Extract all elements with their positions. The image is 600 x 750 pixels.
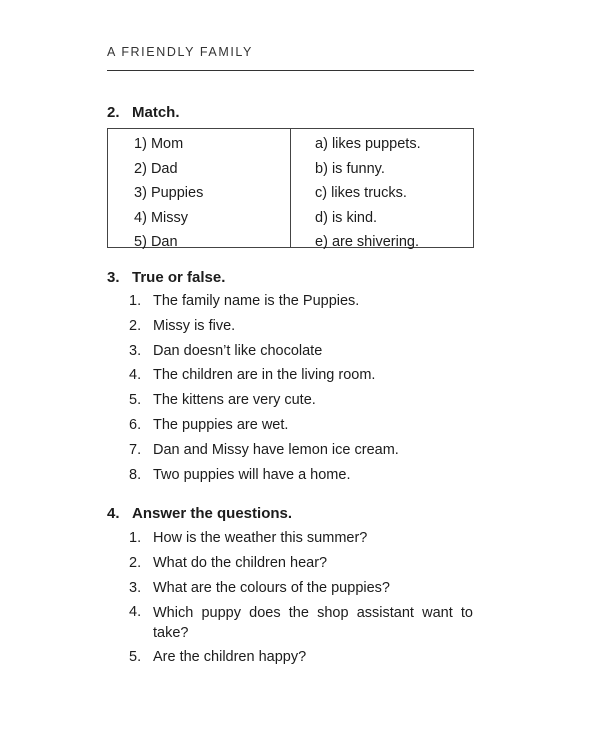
match-left-item <box>134 181 203 206</box>
item-text: likes trucks. <box>331 185 407 201</box>
item-number: 5. <box>129 649 142 666</box>
item-text: Which puppy does the shop assistant want to take? <box>153 605 473 642</box>
item-number: 6. <box>129 416 142 433</box>
exercise-4-heading <box>107 505 292 522</box>
item-number: 4. <box>129 604 142 621</box>
match-left-item <box>134 157 203 182</box>
match-right-item <box>315 157 421 182</box>
list-item <box>129 317 399 342</box>
item-number: 1) <box>134 136 147 152</box>
item-text: are shivering. <box>331 234 419 250</box>
item-text: The children are in the living room. <box>153 367 376 384</box>
match-left-item <box>134 206 203 231</box>
match-left-item <box>134 230 203 255</box>
item-text: Dad <box>150 160 178 177</box>
item-text: What are the colours of the puppies? <box>153 579 390 596</box>
exercise-2-heading <box>107 104 180 121</box>
item-number: 7. <box>129 441 142 458</box>
match-table <box>107 128 474 248</box>
item-text: The puppies are wet. <box>153 416 289 433</box>
item-number: 5. <box>129 392 142 409</box>
item-text: Two puppies will have a home. <box>153 466 351 483</box>
item-text: Puppies <box>150 185 204 201</box>
exercise-3-title: True or false. <box>132 269 226 286</box>
header-rule <box>107 70 474 71</box>
exercise-2-title: Match. <box>132 104 180 121</box>
exercise-2-number: 2. <box>107 104 120 121</box>
item-number: 3. <box>129 342 142 359</box>
list-item <box>129 391 399 416</box>
exercise-4-title: Answer the questions. <box>132 505 293 522</box>
list-item <box>129 603 473 648</box>
match-right-item <box>315 206 421 231</box>
match-left-item <box>134 132 203 157</box>
item-number: 3. <box>129 579 142 596</box>
item-text: likes puppets. <box>331 136 421 152</box>
true-false-list <box>129 292 399 490</box>
list-item <box>129 648 473 673</box>
item-number: 5) <box>134 234 147 250</box>
item-text: Dan and Missy have lemon ice cream. <box>153 441 399 458</box>
item-letter: c) <box>315 185 328 201</box>
item-text: Missy is five. <box>153 317 236 334</box>
item-letter: e) <box>315 234 328 250</box>
list-item <box>129 554 473 579</box>
item-letter: d) <box>315 209 328 226</box>
item-number: 4) <box>134 209 147 226</box>
item-number: 4. <box>129 367 142 384</box>
exercise-3-heading <box>107 269 225 286</box>
list-item <box>129 366 399 391</box>
item-number: 2. <box>129 317 142 334</box>
item-text: The family name is the Puppies. <box>153 293 360 309</box>
running-head: A FRIENDLY FAMILY <box>107 45 253 59</box>
item-text: Dan doesn’t like chocolate <box>153 342 323 359</box>
item-number: 8. <box>129 466 142 483</box>
item-number: 2. <box>129 554 142 571</box>
item-number: 3) <box>134 185 147 201</box>
item-text: How is the weather this summer? <box>153 530 368 546</box>
list-item <box>129 579 473 604</box>
item-text: is funny. <box>331 160 385 177</box>
list-item <box>129 441 399 466</box>
item-letter: a) <box>315 136 328 152</box>
match-right-item <box>315 132 421 157</box>
item-text: Are the children happy? <box>153 649 307 666</box>
match-right-item <box>315 181 421 206</box>
list-item <box>129 416 399 441</box>
item-text: Missy <box>150 209 188 226</box>
list-item <box>129 466 399 491</box>
item-text: is kind. <box>331 209 378 226</box>
list-item <box>129 342 399 367</box>
list-item <box>129 292 399 317</box>
item-letter: b) <box>315 160 328 177</box>
list-item <box>129 529 473 554</box>
item-text: The kittens are very cute. <box>153 392 316 409</box>
item-number: 1. <box>129 293 142 309</box>
match-table-divider <box>290 129 291 247</box>
item-text: Mom <box>150 136 184 152</box>
questions-list <box>129 529 473 673</box>
item-text: What do the children hear? <box>153 554 328 571</box>
exercise-3-number: 3. <box>107 269 120 286</box>
item-text: Dan <box>150 234 178 250</box>
match-right-column <box>315 132 421 255</box>
item-number: 1. <box>129 530 142 546</box>
match-left-column <box>134 132 203 255</box>
item-number: 2) <box>134 160 147 177</box>
exercise-4-number: 4. <box>107 505 120 522</box>
match-right-item <box>315 230 421 255</box>
